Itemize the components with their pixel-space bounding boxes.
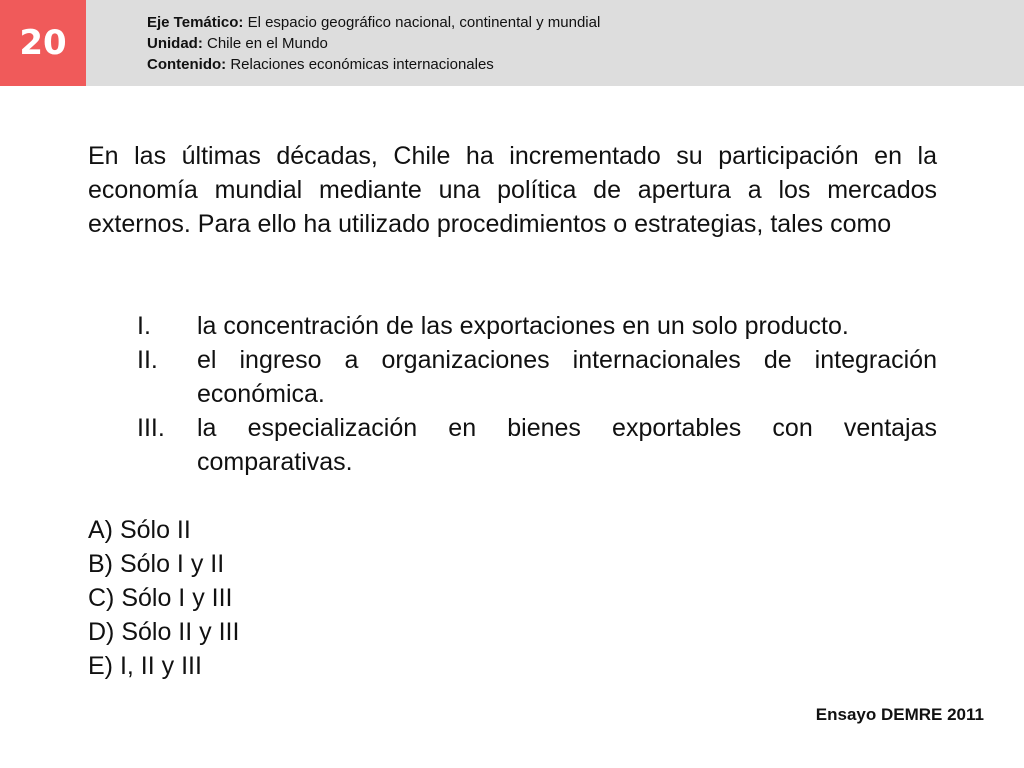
statement-item — [88, 309, 937, 343]
statement-number: II. — [137, 346, 158, 374]
statement-number-cell — [88, 309, 197, 343]
option-c[interactable]: C) Sólo I y III — [88, 584, 233, 612]
header-bar — [0, 0, 1024, 86]
statement-list — [88, 309, 937, 479]
statement-item — [88, 343, 937, 411]
statement-text: el ingreso a organizaciones internacionales de integración económica. — [197, 346, 937, 408]
statement-text: la concentración de las exportaciones en un solo producto. — [197, 312, 849, 340]
question-stem: En las últimas décadas, Chile ha incrementado su participación en la economía mundial mediante una política de apertura a los mercados externos. Para ello ha utilizado procedimientos o estrategias, tales como — [88, 142, 937, 238]
option-d[interactable]: D) Sólo II y III — [88, 618, 240, 646]
contenido-line — [147, 54, 600, 75]
option-b[interactable]: B) Sólo I y II — [88, 550, 225, 578]
statement-number-cell — [88, 411, 197, 479]
source-footer: Ensayo DEMRE 2011 — [815, 705, 984, 724]
statement-number: III. — [137, 414, 165, 442]
statement-text: la especialización en bienes exportables con ventajas comparativas. — [197, 414, 937, 476]
statement-number: I. — [137, 312, 151, 340]
statement-item — [88, 411, 937, 479]
option-e[interactable]: E) I, II y III — [88, 652, 202, 680]
statement-number-cell — [88, 343, 197, 411]
eje-tematico-label: Eje Temático: — [147, 14, 244, 31]
option-a[interactable]: A) Sólo II — [88, 516, 191, 544]
eje-tematico-line — [147, 12, 600, 33]
contenido-label: Contenido: — [147, 56, 227, 73]
question-number: 20 — [19, 23, 67, 63]
question-number-badge — [0, 0, 86, 86]
question-metadata — [147, 12, 600, 75]
unidad-value: Chile en el Mundo — [202, 35, 328, 52]
contenido-value: Relaciones económicas internacionales — [226, 56, 494, 73]
eje-tematico-value: El espacio geográfico nacional, continental y mundial — [243, 14, 601, 31]
answer-options — [88, 513, 239, 683]
unidad-label: Unidad: — [147, 35, 203, 52]
unidad-line — [147, 33, 600, 54]
